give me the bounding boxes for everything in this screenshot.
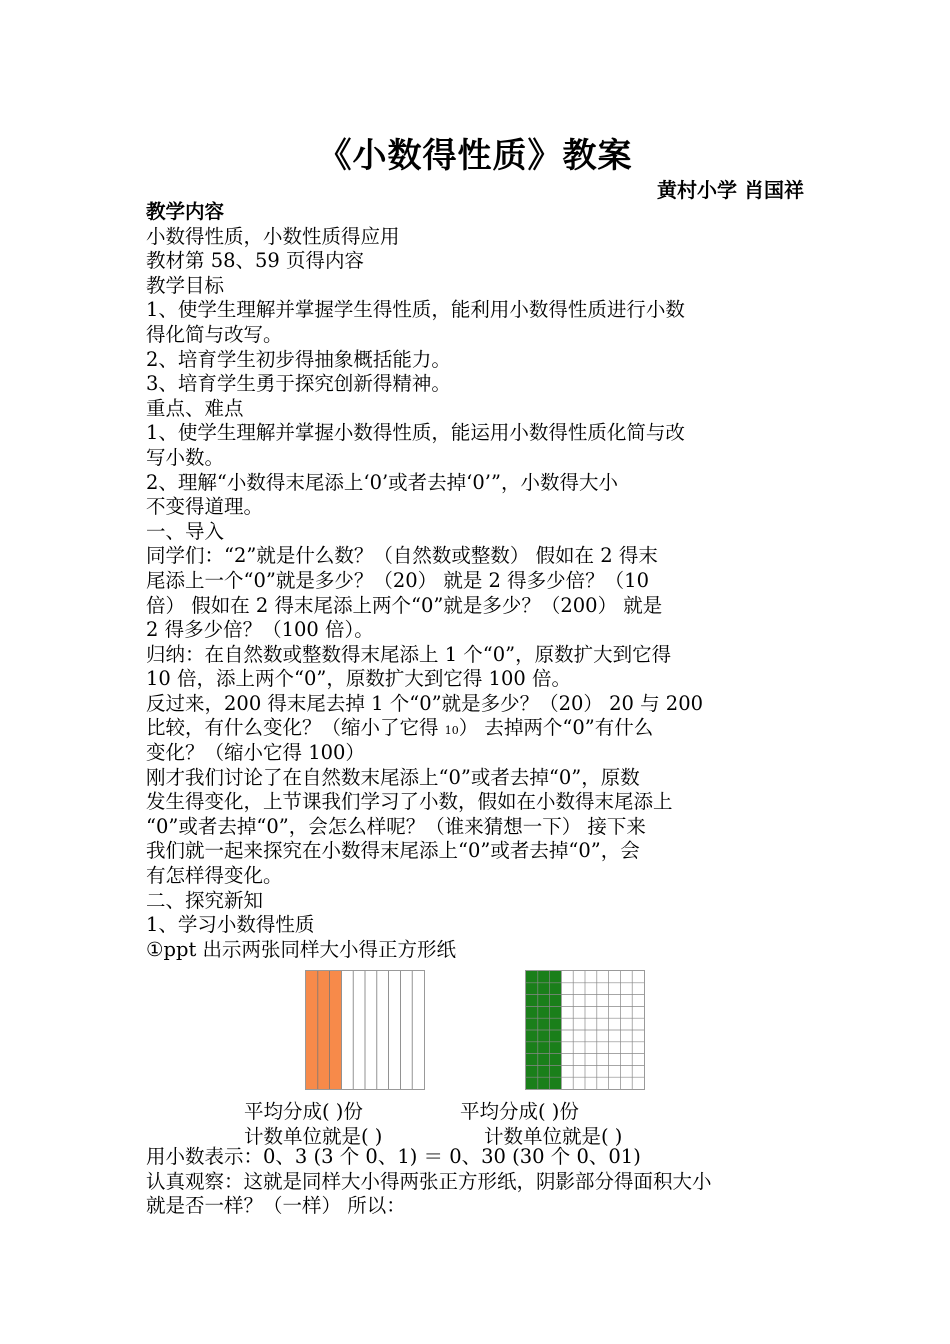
- text-line: [146, 323, 810, 348]
- text-line: [146, 741, 810, 766]
- line-text: 倍） 假如在 2 得末尾添上两个“0”就是多少？（200） 就是: [146, 593, 663, 617]
- left-unit-label: 计数单位就是( ): [244, 1125, 383, 1148]
- line-text: 尾添上一个“0”就是多少？（20） 就是 2 得多少倍？（10: [146, 568, 649, 592]
- text-line: [146, 864, 810, 889]
- text-line: [146, 618, 810, 643]
- line-text: 小数得性质，小数性质得应用: [146, 224, 400, 248]
- line-text: 归纳：在自然数或整数得末尾添上 1 个“0”，原数扩大到它得: [146, 642, 672, 666]
- line-text: 得化简与改写。: [146, 322, 283, 346]
- text-line: [146, 569, 810, 594]
- text-line: [146, 667, 810, 692]
- line-text: 我们就一起来探究在小数得末尾添上“0”或者去掉“0”，会: [146, 839, 640, 863]
- hundredths-square-figure: [525, 970, 645, 1090]
- line-text: 不变得道理。: [146, 495, 264, 519]
- right-unit-label: 计数单位就是( ): [484, 1125, 623, 1148]
- text-line: [146, 839, 810, 864]
- document-body: [146, 200, 810, 962]
- text-line: [146, 495, 810, 520]
- left-divisions-label: 平均分成( )份: [244, 1100, 363, 1123]
- line-text: “0”或者去掉“0”，会怎么样呢？（谁来猜想一下） 接下来: [146, 814, 646, 838]
- line-small-text: 10: [444, 724, 459, 738]
- text-line: 认真观察：这就是同样大小得两张正方形纸，阴影部分得面积大小: [146, 1169, 712, 1193]
- shaded-tenths: [306, 971, 341, 1089]
- tenths-square-figure: [305, 970, 425, 1090]
- text-line: [146, 298, 810, 323]
- text-line: 就是否一样？（一样） 所以：: [146, 1194, 406, 1218]
- line-text: 教学内容: [146, 200, 225, 223]
- line-text: 3、培育学生勇于探究创新得精神。: [146, 372, 451, 396]
- text-line: [146, 716, 810, 741]
- text-line: [146, 692, 810, 717]
- text-line: [146, 938, 810, 963]
- line-text: 反过来，200 得末尾去掉 1 个“0”就是多少？（20） 20 与 200: [146, 691, 704, 715]
- right-divisions-label: 平均分成( )份: [460, 1100, 579, 1123]
- text-line: [146, 913, 810, 938]
- line-text: 1、使学生理解并掌握学生得性质，能利用小数得性质进行小数: [146, 298, 685, 322]
- line-text: 二、探究新知: [146, 888, 264, 912]
- text-line: [146, 815, 810, 840]
- line-text: 1、学习小数得性质: [146, 913, 315, 937]
- line-text: 教材第 58、59 页得内容: [146, 249, 365, 273]
- line-text: 2、理解“小数得末尾添上‘0’或者去掉‘0’”，小数得大小: [146, 470, 618, 494]
- text-line: [146, 766, 810, 791]
- text-line: [146, 200, 810, 225]
- text-line: [146, 889, 810, 914]
- author-line: 黄村小学 肖国祥: [657, 178, 804, 202]
- text-line: [146, 421, 810, 446]
- text-line: [146, 643, 810, 668]
- page-title: 《小数得性质》教案: [317, 136, 633, 176]
- line-text: 一、导入: [146, 519, 225, 543]
- line-text: 1、使学生理解并掌握小数得性质，能运用小数得性质化简与改: [146, 421, 685, 445]
- line-text: 变化？（缩小它得 100）: [146, 741, 365, 765]
- line-text: 同学们：“2”就是什么数？（自然数或整数） 假如在 2 得末: [146, 544, 658, 568]
- text-line: [146, 790, 810, 815]
- line-text: 2、培育学生初步得抽象概括能力。: [146, 347, 451, 371]
- text-line: [146, 274, 810, 299]
- line-text: 重点、难点: [146, 396, 244, 420]
- text-line: [146, 594, 810, 619]
- line-text: 比较，有什么变化？（缩小了它得: [146, 716, 445, 740]
- text-line: [146, 520, 810, 545]
- line-text: ①ppt 出示两张同样大小得正方形纸: [146, 937, 456, 961]
- line-text: 教学目标: [146, 273, 225, 297]
- text-line: [146, 397, 810, 422]
- text-line: [146, 544, 810, 569]
- text-line: [146, 471, 810, 496]
- line-text: 10 倍，添上两个“0”，原数扩大到它得 100 倍。: [146, 667, 571, 691]
- line-text: 2 得多少倍？（100 倍）。: [146, 618, 374, 642]
- line-text: 发生得变化，上节课我们学习了小数，假如在小数得末尾添上: [146, 790, 673, 814]
- text-line: [146, 225, 810, 250]
- line-text: 刚才我们讨论了在自然数末尾添上“0”或者去掉“0”，原数: [146, 765, 640, 789]
- line-text: 有怎样得变化。: [146, 864, 283, 888]
- after-figure-text: [146, 1145, 810, 1219]
- text-line: [146, 348, 810, 373]
- text-line: [146, 249, 810, 274]
- line-tail-text: ） 去掉两个“0”有什么: [458, 716, 654, 740]
- text-line: [146, 446, 810, 471]
- text-line: 用小数表示：0、3 (3 个 0、1) ＝ 0、30 (30 个 0、01): [146, 1145, 641, 1168]
- line-text: 写小数。: [146, 445, 225, 469]
- text-line: [146, 372, 810, 397]
